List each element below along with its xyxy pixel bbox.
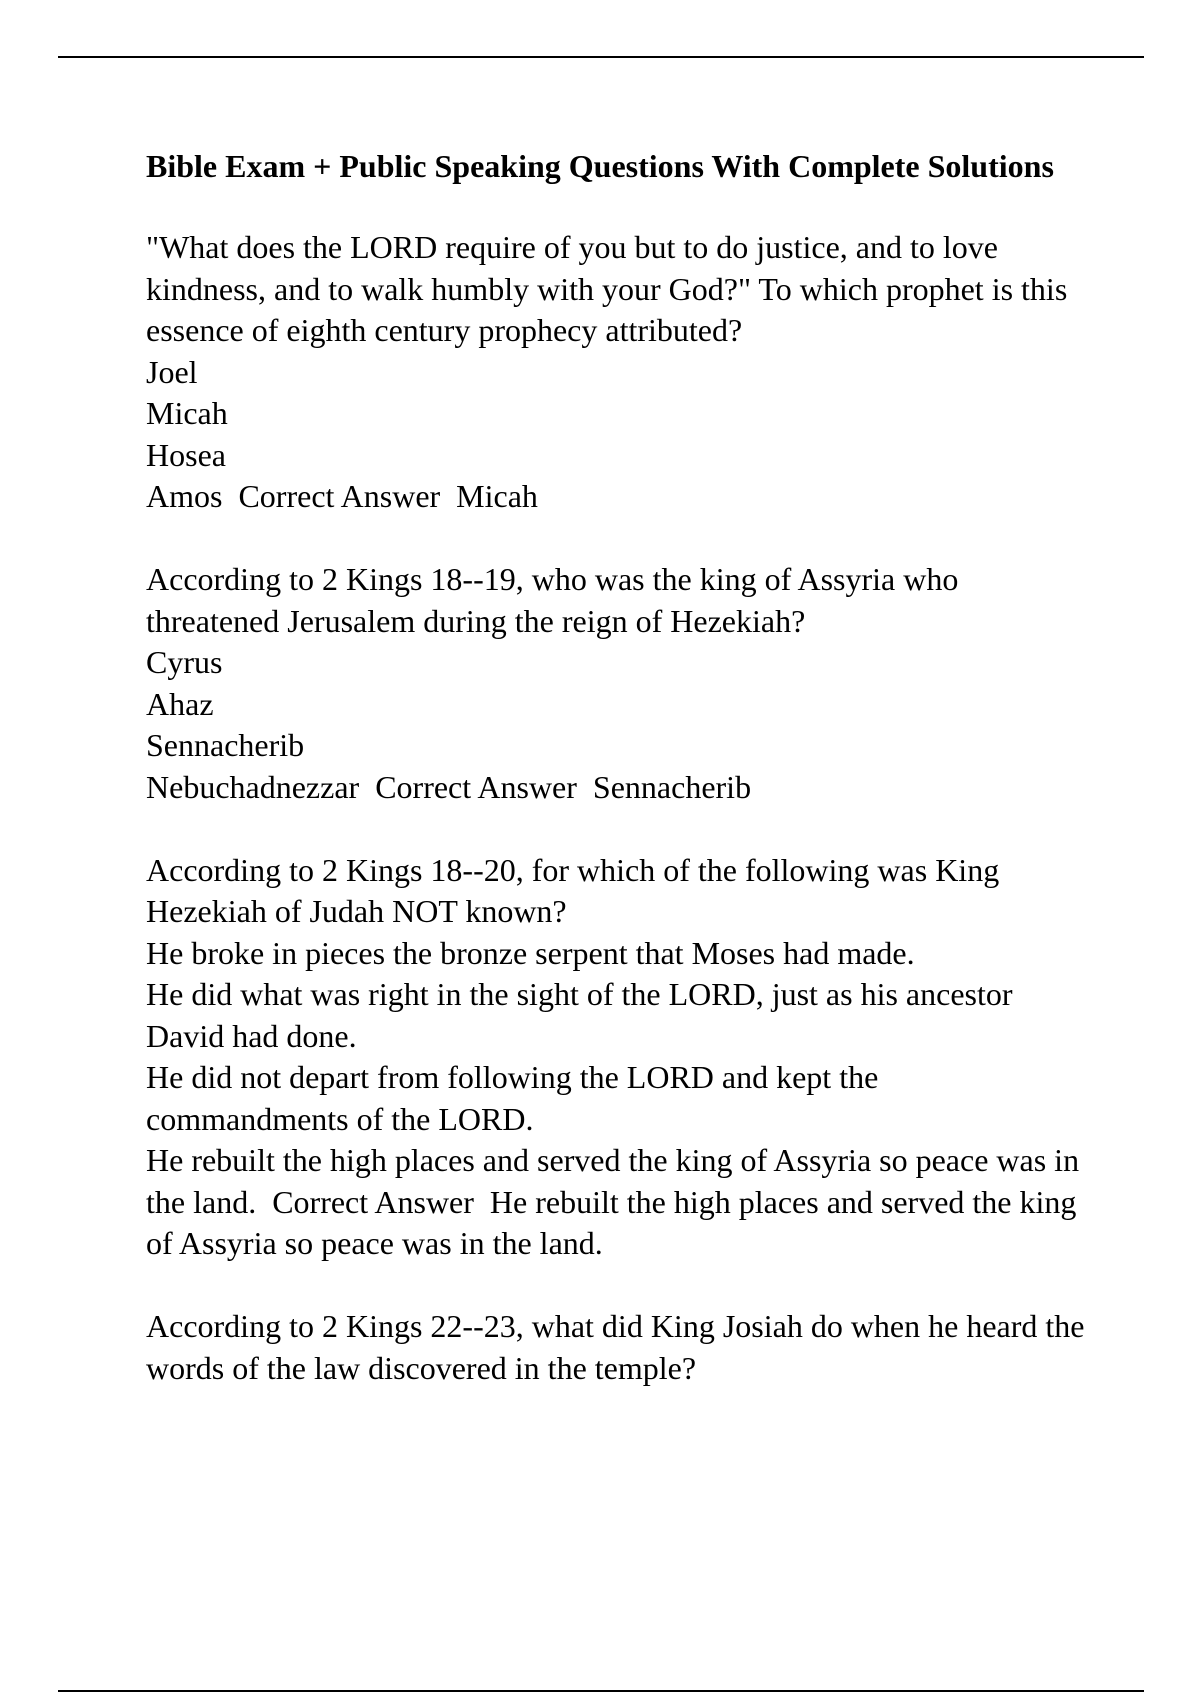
option: He did not depart from following the LORD and kept the commandments of the LORD. (146, 1059, 879, 1137)
correct-answer: Sennacherib (592, 768, 752, 805)
correct-answer-label: Correct Answer (272, 1183, 474, 1220)
correct-answer-label: Correct Answer (375, 768, 577, 805)
option: Cyrus (146, 644, 223, 680)
question-text: According to 2 Kings 18--20, for which of the following was King Hezekiah of Judah NOT known? (146, 851, 1000, 929)
correct-answer-label: Correct Answer (238, 478, 441, 514)
question-text: According to 2 Kings 22--23, what did King Josiah do when he heard the words of the law discovered in the temple? (146, 1308, 1085, 1386)
correct-answer: Micah (456, 478, 538, 514)
question-block (146, 559, 1086, 808)
option: He broke in pieces the bronze serpent that Moses had made. (146, 934, 915, 971)
question-text: According to 2 Kings 18--19, who was the king of Assyria who threatened Jerusalem during the reign of Hezekiah? (146, 561, 959, 639)
question-block (146, 227, 1086, 518)
question-text: "What does the LORD require of you but to do justice, and to love kindness, and to walk humbly with your God?" To which prophet is this essence of eighth century prophecy attributed? (146, 229, 1068, 348)
option: Ahaz (146, 685, 214, 722)
header-rule (58, 56, 1144, 58)
document-title: Bible Exam + Public Speaking Questions With Complete Solutions (146, 148, 1054, 184)
correct-answer: He rebuilt the high places and served the king of Assyria so peace was in the land. (146, 1183, 1085, 1261)
option: Micah (146, 395, 228, 431)
option: Joel (146, 353, 198, 390)
option: Sennacherib (146, 727, 305, 763)
option: He rebuilt the high places and served the king of Assyria so peace was in the land. (146, 1142, 1088, 1220)
option: Nebuchadnezzar (146, 768, 360, 805)
question-block (146, 850, 1086, 1265)
footer-rule (58, 1690, 1144, 1692)
question-block (146, 1306, 1086, 1389)
answer-row (146, 476, 1086, 518)
answer-row (146, 1140, 1086, 1265)
option: He did what was right in the sight of the LORD, just as his ancestor David had done. (146, 976, 1013, 1054)
option: Amos (146, 478, 223, 514)
answer-row (146, 767, 1086, 809)
option: Hosea (146, 436, 226, 473)
document-body (146, 145, 1086, 1431)
